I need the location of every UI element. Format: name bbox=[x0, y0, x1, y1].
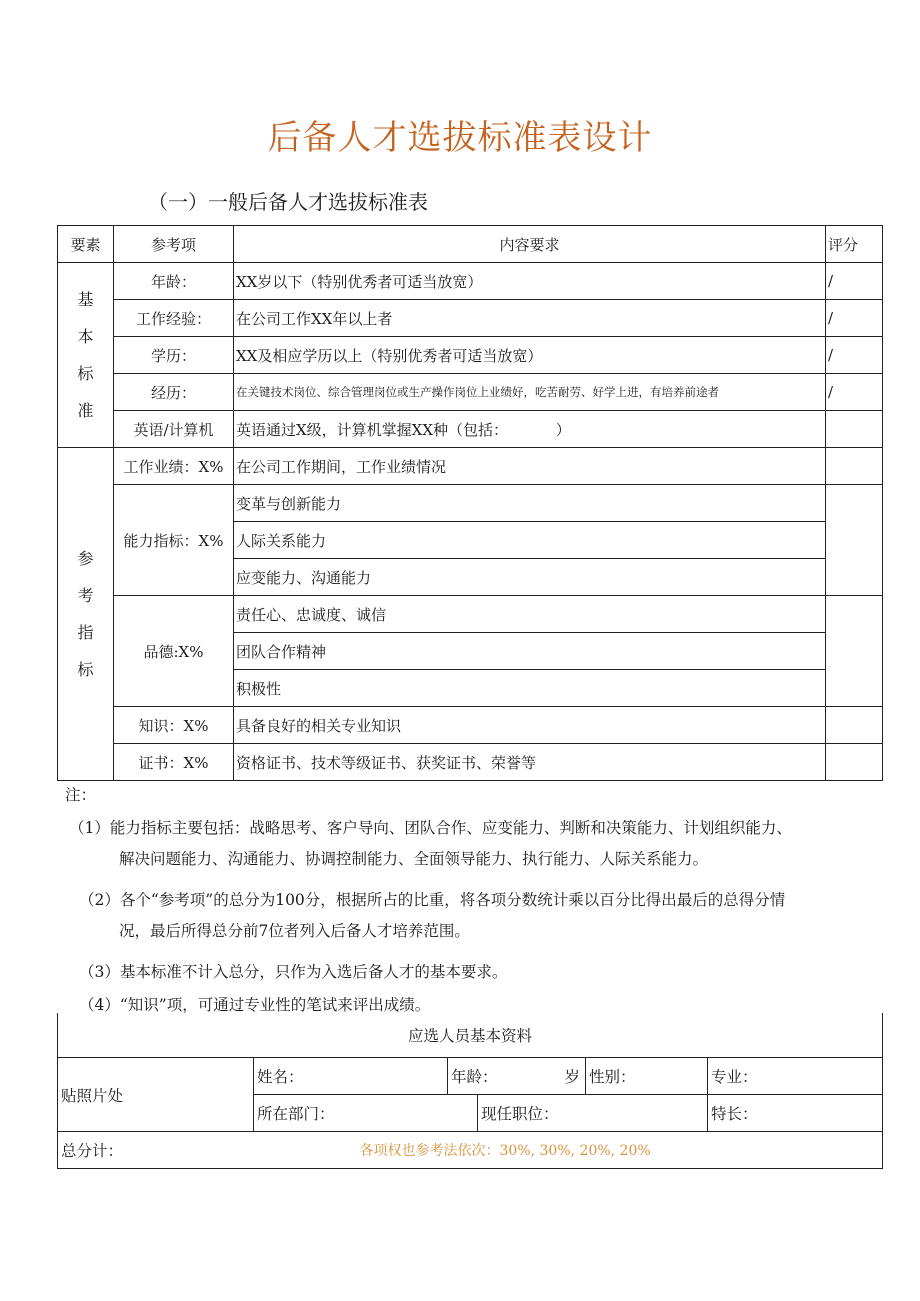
content-morality-3: 积极性 bbox=[234, 670, 826, 707]
score-knowledge bbox=[826, 707, 883, 744]
info-title: 应选人员基本资料 bbox=[58, 1013, 883, 1058]
content-english-computer: 英语通过X级，计算机掌握XX种（包括： ） bbox=[234, 411, 826, 448]
table-row bbox=[58, 744, 883, 781]
table-row bbox=[58, 337, 883, 374]
content-age: XX岁以下（特别优秀者可适当放宽） bbox=[234, 263, 826, 300]
item-english-computer: 英语/计算机 bbox=[114, 411, 234, 448]
content-certificate: 资格证书、技术等级证书、获奖证书、荣誉等 bbox=[234, 744, 826, 781]
score-morality bbox=[826, 596, 883, 707]
content-ability-3: 应变能力、沟通能力 bbox=[234, 559, 826, 596]
reference-indicator-group bbox=[58, 448, 114, 781]
group-char: 考 bbox=[77, 586, 94, 605]
content-ability-2: 人际关系能力 bbox=[234, 522, 826, 559]
note-line: （2）各个“参考项”的总分为100分，根据所占的比重，将各项分数统计乘以百分比得出最后的总得分情 bbox=[79, 891, 786, 909]
specialty-field[interactable]: 特长： bbox=[708, 1095, 883, 1132]
total-score-label: 总分计： bbox=[58, 1132, 254, 1169]
content-work-experience: 在公司工作XX年以上者 bbox=[234, 300, 826, 337]
item-certificate: 证书：X% bbox=[114, 744, 234, 781]
table-row bbox=[58, 411, 883, 448]
note-line: 况，最后所得总分前7位者列入后备人才培养范围。 bbox=[119, 922, 470, 940]
content-knowledge: 具备良好的相关专业知识 bbox=[234, 707, 826, 744]
note-item bbox=[57, 813, 887, 875]
group-char: 标 bbox=[77, 364, 94, 383]
score-education: / bbox=[826, 337, 883, 374]
note-line: 解决问题能力、沟通能力、协调控制能力、全面领导能力、执行能力、人际关系能力。 bbox=[119, 850, 709, 868]
table-row bbox=[58, 263, 883, 300]
name-field[interactable]: 姓名： bbox=[254, 1058, 448, 1095]
page-title: 后备人才选拔标准表设计 bbox=[267, 118, 653, 158]
item-ability: 能力指标：X% bbox=[114, 485, 234, 596]
table-row bbox=[58, 448, 883, 485]
group-char: 指 bbox=[77, 623, 94, 642]
note-line: （4）“知识”项，可通过专业性的笔试来评出成绩。 bbox=[79, 996, 431, 1014]
group-char: 标 bbox=[77, 660, 94, 679]
gender-field[interactable]: 性别： bbox=[586, 1058, 708, 1095]
total-score-field[interactable] bbox=[254, 1132, 883, 1169]
item-education: 学历： bbox=[114, 337, 234, 374]
header-reference-item: 参考项 bbox=[114, 226, 234, 263]
info-row bbox=[58, 1058, 883, 1095]
header-score: 评分 bbox=[826, 226, 883, 263]
group-char: 基 bbox=[77, 290, 94, 309]
item-knowledge: 知识：X% bbox=[114, 707, 234, 744]
info-row bbox=[58, 1132, 883, 1169]
item-performance: 工作业绩：X% bbox=[114, 448, 234, 485]
age-label: 年龄： bbox=[451, 1068, 498, 1086]
note-item bbox=[57, 957, 887, 988]
item-work-experience: 工作经验： bbox=[114, 300, 234, 337]
content-performance: 在公司工作期间，工作业绩情况 bbox=[234, 448, 826, 485]
item-experience: 经历： bbox=[114, 374, 234, 411]
score-age: / bbox=[826, 263, 883, 300]
header-content: 内容要求 bbox=[234, 226, 826, 263]
table-row bbox=[58, 485, 883, 522]
score-english-computer bbox=[826, 411, 883, 448]
score-work-experience: / bbox=[826, 300, 883, 337]
score-ability bbox=[826, 485, 883, 596]
content-morality-2: 团队合作精神 bbox=[234, 633, 826, 670]
content-morality-1: 责任心、忠诚度、诚信 bbox=[234, 596, 826, 633]
table-row bbox=[58, 374, 883, 411]
notes-label: 注： bbox=[65, 786, 97, 804]
content-experience: 在关键技术岗位、综合管理岗位或生产操作岗位上业绩好，吃苦耐劳、好学上进，有培养前途者 bbox=[234, 374, 826, 411]
photo-area: 贴照片处 bbox=[58, 1058, 254, 1132]
score-performance bbox=[826, 448, 883, 485]
note-line: （1）能力指标主要包括：战略思考、客户导向、团队合作、应变能力、判断和决策能力、计划组织能力、 bbox=[69, 819, 792, 837]
age-unit: 岁 bbox=[564, 1068, 580, 1086]
position-field[interactable]: 现任职位： bbox=[478, 1095, 708, 1132]
group-char: 准 bbox=[77, 401, 94, 420]
department-field[interactable]: 所在部门： bbox=[254, 1095, 478, 1132]
table-header-row bbox=[58, 226, 883, 263]
group-char: 参 bbox=[77, 549, 94, 568]
table-row bbox=[58, 707, 883, 744]
group-char: 本 bbox=[77, 327, 94, 346]
selection-standard-table bbox=[57, 225, 883, 781]
table-row bbox=[58, 300, 883, 337]
table-row bbox=[58, 596, 883, 633]
note-line: （3）基本标准不计入总分，只作为入选后备人才的基本要求。 bbox=[79, 963, 508, 981]
item-age: 年龄： bbox=[114, 263, 234, 300]
item-morality: 品德:X% bbox=[114, 596, 234, 707]
weights-note: 各项权也参考法依次：30%, 30%, 20%, 20% bbox=[359, 1143, 651, 1159]
score-certificate bbox=[826, 744, 883, 781]
score-experience: / bbox=[826, 374, 883, 411]
section-subtitle: （一）一般后备人才选拔标准表 bbox=[148, 190, 428, 214]
note-item bbox=[57, 885, 887, 947]
content-ability-1: 变革与创新能力 bbox=[234, 485, 826, 522]
basic-standard-group bbox=[58, 263, 114, 448]
content-education: XX及相应学历以上（特别优秀者可适当放宽） bbox=[234, 337, 826, 374]
candidate-info-table bbox=[57, 1013, 883, 1169]
notes-section bbox=[57, 783, 887, 1031]
major-field[interactable]: 专业： bbox=[708, 1058, 883, 1095]
info-title-row bbox=[58, 1013, 883, 1058]
header-factor: 要素 bbox=[58, 226, 114, 263]
age-field[interactable] bbox=[448, 1058, 586, 1095]
